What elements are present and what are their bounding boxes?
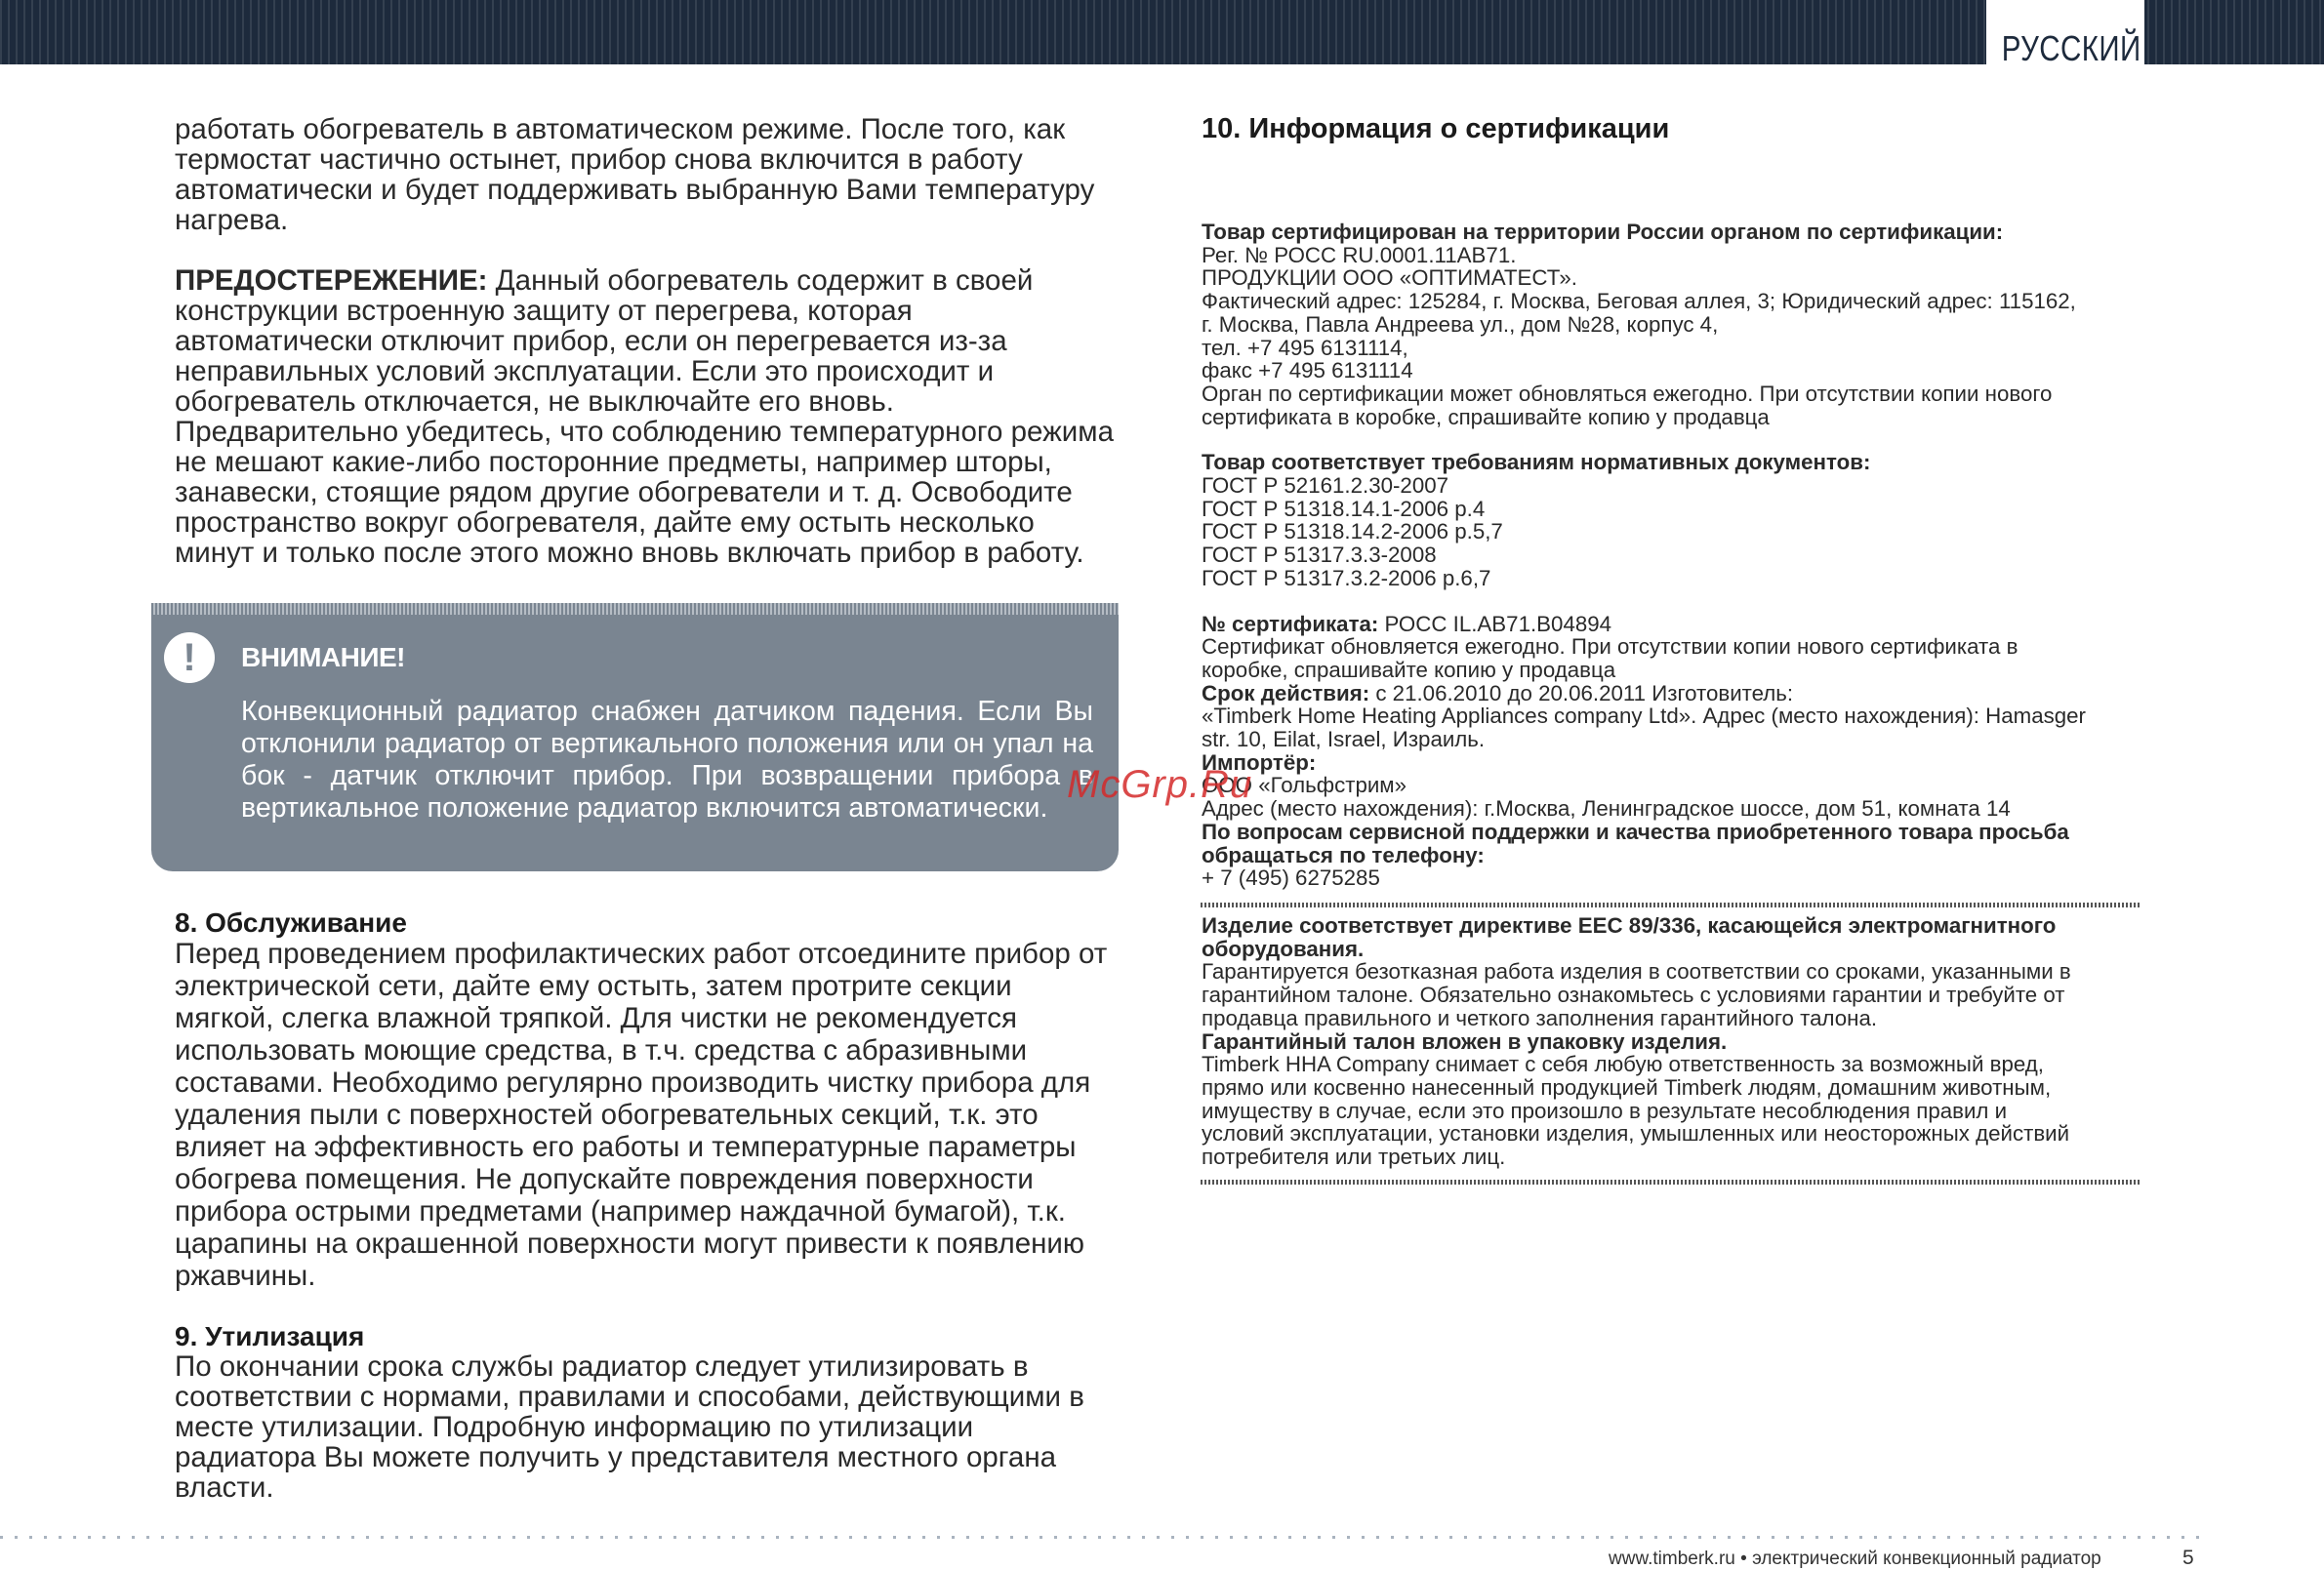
cert-renew-line: Сертификат обновляется ежегодно. При отсутствии копии нового сертификата в xyxy=(1202,634,2018,660)
standards-label: Товар соответствует требованиям нормативных документов: xyxy=(1202,450,1871,475)
section-10-title: 10. Информация о сертификации xyxy=(1202,113,1670,144)
manufacturer-line: «Timberk Home Heating Appliances company Ltd». Адрес (место нахождения): Hamasger xyxy=(1202,704,2086,729)
warning-text: Конвекционный радиатор снабжен датчиком падения. Если Вы отклонили радиатор от вертикального положения или он упал на бок - датчик отключит прибор. При возвращении прибора в вертикальное положение радиатор включится автоматически. xyxy=(241,696,1093,824)
liability-line: прямо или косвенно нанесенный продукцией Timberk людям, домашним животным, xyxy=(1202,1074,2052,1100)
left-column xyxy=(175,114,1117,568)
page-number: 5 xyxy=(2182,1547,2194,1569)
validity-value: с 21.06.2010 до 20.06.2011 Изготовитель: xyxy=(1369,680,1794,705)
cert-no-value: РОСС IL.АВ71.В04894 xyxy=(1378,611,1612,636)
section-8-title: 8. Обслуживание xyxy=(175,907,407,938)
liability-line: условий эксплуатации, установки изделия, умышленных или неосторожных действий xyxy=(1202,1121,2070,1147)
caution-text: Данный обогреватель содержит в своей конструкции встроенную защиту от перегрева, которая автоматически отключит прибор, если он перегревается из-за неправильных условий эксплуатации. Если это происходит и обогреватель отключается, не выключайте его вновь. Предварительно убедитесь, что соблюдению температурного режима не мешают какие-либо посторонние предметы, например шторы, занавески, стоящие рядом другие обогреватели и т. д. Освободите пространство вокруг обогревателя, дайте ему остыть несколько минут и только после этого можно вновь включать прибор в работу. xyxy=(175,264,1114,569)
section-9-title: 9. Утилизация xyxy=(175,1321,365,1351)
cert-body-line: факс +7 495 6131114 xyxy=(1202,358,1413,383)
liability-line: потребителя или третьих лиц. xyxy=(1202,1145,1506,1170)
warning-title: ВНИМАНИЕ! xyxy=(241,642,405,672)
intro-paragraph: работать обогреватель в автоматическом режиме. После того, как термостат частично остынет, прибор снова включится в работу автоматически и будет поддерживать выбранную Вами температуру нагрева. xyxy=(175,113,1095,236)
standard-item: ГОСТ Р 51318.14.2-2006 р.5,7 xyxy=(1202,519,1503,544)
right-column xyxy=(1202,113,2144,890)
warning-box-stripe xyxy=(151,603,1119,615)
standard-item: ГОСТ Р 51318.14.1-2006 р.4 xyxy=(1202,496,1486,521)
cert-body-line: Фактический адрес: 125284, г. Москва, Беговая аллея, 3; Юридический адрес: 115162, xyxy=(1202,289,2076,314)
exclamation-icon: ! xyxy=(164,632,215,683)
manufacturer-line: str. 10, Eilat, Israel, Израиль. xyxy=(1202,727,1486,752)
coupon-label: Гарантийный талон вложен в упаковку изделия. xyxy=(1202,1028,1728,1054)
cert-renew-line: коробке, спрашивайте копию у продавца xyxy=(1202,657,1616,682)
warning-box xyxy=(151,603,1119,871)
standard-item: ГОСТ Р 51317.3.2-2006 р.6,7 xyxy=(1202,565,1491,590)
standard-item: ГОСТ Р 52161.2.30-2007 xyxy=(1202,473,1449,499)
importer-label: Импортёр: xyxy=(1202,749,1317,775)
cert-body-label: Товар сертифицирован на территории России органом по сертификации: xyxy=(1202,220,2004,244)
service-label: По вопросам сервисной поддержки и качества приобретенного товара просьба обращаться по телефону: xyxy=(1202,819,2069,867)
cert-body-line: тел. +7 495 6131114, xyxy=(1202,335,1408,360)
cert-body-line: сертификата в коробке, спрашивайте копию у продавца xyxy=(1202,404,1770,429)
section-8-text: Перед проведением профилактических работ отсоедините прибор от электрической сети, дайте ему остыть, затем протрите секции мягкой, слегка влажной тряпкой. Для чистки не рекомендуется использовать моющие средства, в т.ч. средства с абразивными составами. Необходимо регулярно производить чистку прибора для удаления пыли с поверхностей обогревательных секций, т.к. это влияет на эффективность его работы и температурные параметры обогрева помещения. Не допускайте повреждения поверхности прибора острыми предметами (например наждачной бумагой), т.к. царапины на окрашенной поверхности могут привести к появлению ржавчины. xyxy=(175,938,1108,1292)
caution-paragraph xyxy=(175,265,1117,568)
directive-label: Изделие соответствует директиве EEC 89/336, касающейся электромагнитного оборудования. xyxy=(1202,913,2057,961)
standard-item: ГОСТ Р 51317.3.3-2008 xyxy=(1202,543,1437,568)
section-maintenance xyxy=(175,907,1117,1292)
guarantee-line: продавца правильного и четкого заполнения гарантийного талона. xyxy=(1202,1005,1878,1030)
liability-line: имуществу в случае, если это произошло в результате несоблюдения правил и xyxy=(1202,1098,2008,1123)
validity-label: Срок действия: xyxy=(1202,680,1370,705)
importer-line: ООО «Гольфстрим» xyxy=(1202,773,1407,798)
guarantee-line: Гарантируется безотказная работа изделия в соответствии со сроками, указанными в xyxy=(1202,959,2071,985)
liability-line: Timberk HHA Company снимает с себя любую ответственность за возможный вред, xyxy=(1202,1052,2044,1077)
dotted-divider-bottom xyxy=(1201,1180,2140,1185)
guarantee-line: гарантийном талоне. Обязательно ознакомьтесь с условиями гарантии и требуйте от xyxy=(1202,983,2065,1008)
cert-no-label: № сертификата: xyxy=(1202,611,1379,636)
language-tab: РУССКИЙ xyxy=(1986,0,2144,74)
cert-body-line: Рег. № РОСС RU.0001.11АВ71. xyxy=(1202,242,1517,267)
header-bar xyxy=(0,0,2324,64)
directive-block xyxy=(1202,914,2144,1169)
caution-label: ПРЕДОСТЕРЕЖЕНИЕ: xyxy=(175,264,488,297)
cert-body-line: Орган по сертификации может обновляться ежегодно. При отсутствии копии нового xyxy=(1202,381,2053,406)
footer-text: www.timberk.ru • электрический конвекционный радиатор xyxy=(1609,1549,2101,1569)
dotted-divider-top xyxy=(1201,903,2140,907)
footer-dotted-line xyxy=(0,1536,2206,1539)
importer-line: Адрес (место нахождения): г.Москва, Ленинградское шоссе, дом 51, комната 14 xyxy=(1202,796,2011,822)
cert-body-line: ПРОДУКЦИИ ООО «ОПТИМАТЕСТ». xyxy=(1202,265,1577,291)
section-disposal xyxy=(175,1321,1117,1503)
cert-body-line: г. Москва, Павла Андреева ул., дом №28, корпус 4, xyxy=(1202,311,1719,337)
section-9-text: По окончании срока службы радиатор следует утилизировать в соответствии с нормами, правилами и способами, действующими в месте утилизации. Подробную информацию по утилизации радиатора Вы можете получить у представителя местного органа власти. xyxy=(175,1350,1084,1504)
watermark: McGrp.Ru xyxy=(1067,763,1253,806)
service-phone: + 7 (495) 6275285 xyxy=(1202,866,1380,891)
